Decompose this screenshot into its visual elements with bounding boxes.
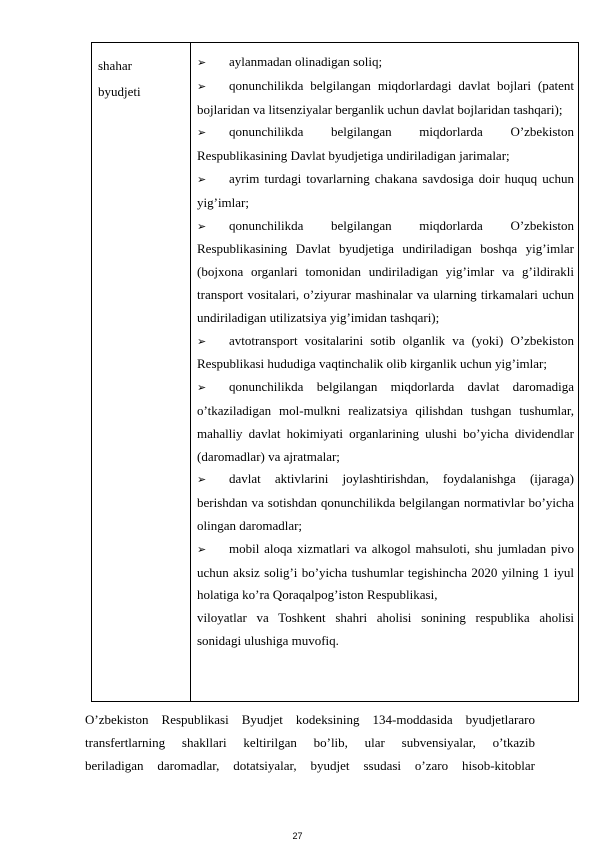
list-item xyxy=(197,538,574,607)
list-item-text: qonunchilikda belgilangan miqdorlardagi davlat bojlari (patent bojlaridan va litsenziyalar berganlik uchun davlat bojlaridan tashqari); xyxy=(197,77,574,117)
arrow-bullet-icon: ➢ xyxy=(197,126,207,140)
list-item xyxy=(197,468,574,537)
list-item-text: qonunchilikda belgilangan miqdorlarda davlat daromadiga o’tkaziladigan mol-mulkni realizatsiya qilishdan tushgan tushumlar, mahalliy davlat hokimiyati organlarining ulushi bo’yicha dividendlar (daromadlar) va ajratmalar; xyxy=(197,379,574,464)
arrow-bullet-icon: ➢ xyxy=(197,542,207,556)
arrow-bullet-icon: ➢ xyxy=(197,56,207,69)
list-item xyxy=(197,376,574,468)
list-item-text: mobil aloqa xizmatlari va alkogol mahsuloti, shu jumladan pivo uchun aksiz solig’i bo’yicha tushumlar tegishincha 2020 yilning 1 iyul holatiga ko’ra Qoraqalpog’iston Respublikasi, xyxy=(197,540,574,603)
list-item-continuation: viloyatlar va Toshkent shahri aholisi sonining respublika aholisi sonidagi ulushiga muvofiq. xyxy=(197,610,574,648)
arrow-bullet-icon: ➢ xyxy=(197,334,207,348)
list-item-text: ayrim turdagi tovarlarning chakana savdosiga doir huquq uchun yig’imlar; xyxy=(197,170,574,210)
list-item-text: qonunchilikda belgilangan miqdorlarda O’zbekiston Respublikasining Davlat byudjetiga undiriladigan boshqa yig’imlar (bojxona organlari tomonidan undiriladigan yig’imlar va g’ildirakli transport vositalari, o’ziyurar mashinalar va ularning tirkamalari uchun undiriladigan utilizatsiya yig’imidan tashqari); xyxy=(197,217,574,325)
budget-level-line: byudjeti xyxy=(98,84,141,99)
list-item xyxy=(197,121,574,168)
list-item xyxy=(197,75,574,122)
list-item-text: avtotransport vositalarini sotib olganlik va (yoki) O’zbekiston Respublikasi hududiga vaqtinchalik olib kirganlik uchun yig’imlar; xyxy=(197,332,574,372)
arrow-bullet-icon: ➢ xyxy=(197,79,207,93)
list-item xyxy=(197,168,574,215)
list-item xyxy=(197,51,574,75)
budget-level-cell xyxy=(98,53,141,105)
arrow-bullet-icon: ➢ xyxy=(197,473,207,487)
page-number: 27 xyxy=(292,831,303,841)
budget-level-line: shahar xyxy=(98,58,132,73)
body-line: transfertlarning shakllari keltirilgan bo’lib, ular subvensiyalar, o’tkazib xyxy=(85,735,535,750)
budget-revenue-table xyxy=(91,42,579,702)
body-paragraph xyxy=(85,708,535,777)
list-item-text: davlat aktivlarini joylashtirishdan, foydalanishga (ijaraga) berishdan va sotishdan qonunchilikda belgilangan normativlar bo’yicha olingan daromadlar; xyxy=(197,471,574,533)
list-item-text: qonunchilikda belgilangan miqdorlarda O’zbekiston Respublikasining Davlat byudjetiga undiriladigan jarimalar; xyxy=(197,124,574,164)
column-divider xyxy=(190,43,191,701)
revenue-items-cell xyxy=(197,51,574,653)
arrow-bullet-icon: ➢ xyxy=(197,172,207,186)
arrow-bullet-icon: ➢ xyxy=(197,219,207,233)
list-item xyxy=(197,215,574,330)
body-line: O’zbekiston Respublikasi Byudjet kodeksining 134-moddasida byudjetlararo xyxy=(85,712,535,727)
body-line: beriladigan daromadlar, dotatsiyalar, byudjet ssudasi o’zaro hisob-kitoblar xyxy=(85,758,535,773)
arrow-bullet-icon: ➢ xyxy=(197,381,207,395)
list-item-text: aylanmadan olinadigan soliq; xyxy=(229,54,383,69)
list-item xyxy=(197,330,574,377)
